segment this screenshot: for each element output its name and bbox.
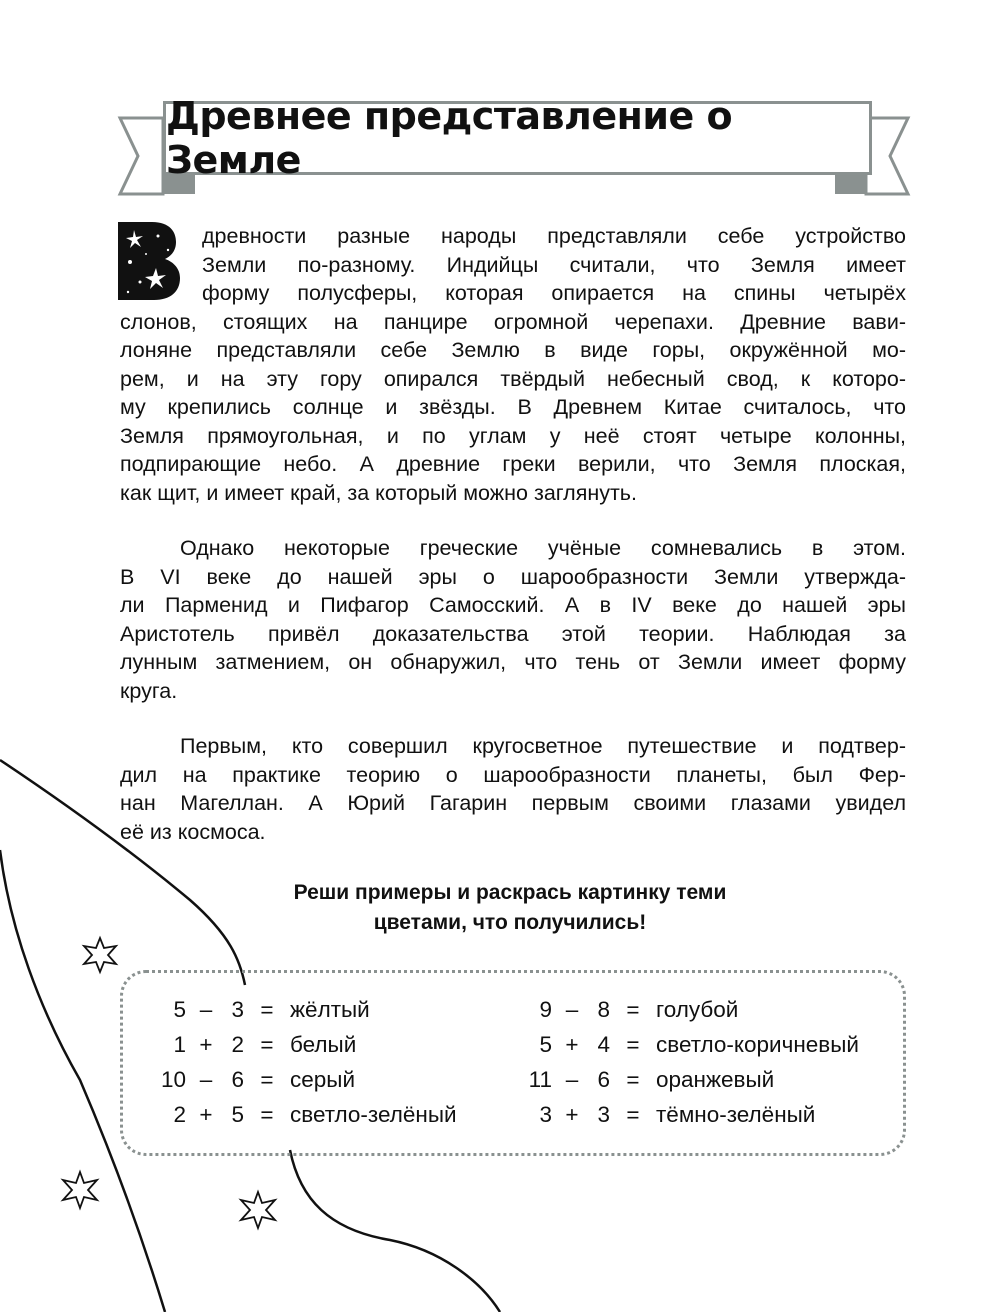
- text-line: слонов, стоящих на панцире огромной черепахи. Древние вави-: [120, 309, 906, 334]
- equals-sign: =: [260, 1102, 274, 1127]
- equation-row: [142, 992, 457, 1027]
- text-line: подпирающие небо. А древние греки верили, что Земля плоская,: [120, 452, 906, 476]
- equation-row: [508, 1097, 859, 1132]
- text-line: как щит, и имеет край, за который можно заглянуть.: [120, 480, 637, 505]
- page-title: Древнее представление о Земле: [166, 94, 733, 182]
- text-line: Земли по-разному. Индийцы считали, что Земля имеет: [202, 252, 906, 277]
- operand-a: 2: [173, 1102, 186, 1127]
- operand-b: 4: [597, 1032, 610, 1057]
- text-line: Первым, кто совершил кругосветное путешествие и подтвер-: [180, 734, 906, 758]
- operand-a: 5: [173, 997, 186, 1022]
- operand-b: 3: [231, 997, 244, 1022]
- operand-a: 10: [160, 1067, 186, 1092]
- equation-row: [142, 1062, 457, 1097]
- star-icon: [63, 1172, 97, 1208]
- text-line: нан Магеллан. А Юрий Гагарин первым своими глазами увидел: [120, 791, 906, 815]
- text-line: Земля прямоугольная, и по углам у неё стоят четыре колонны,: [120, 423, 906, 448]
- equation-row: [508, 1027, 859, 1062]
- text-line: лоняне представляли себе Землю в виде горы, окружённой мо-: [120, 338, 906, 362]
- star-icon: [241, 1192, 275, 1228]
- operand-a: 1: [173, 1032, 186, 1057]
- operator: +: [199, 1102, 213, 1127]
- equation-row: [508, 1062, 859, 1097]
- paragraph-3: [120, 732, 906, 846]
- text-line: В VI веке до нашей эры о шарообразности Земли утвержда-: [120, 564, 906, 589]
- operator: +: [199, 1032, 213, 1057]
- operator: +: [565, 1102, 579, 1127]
- operand-a: 3: [539, 1102, 552, 1127]
- equations-left: [142, 992, 457, 1132]
- star-icon: [84, 938, 116, 972]
- task-line: Реши примеры и раскрась картинку теми: [293, 881, 727, 904]
- equals-sign: =: [626, 997, 640, 1022]
- operand-b: 6: [231, 1067, 244, 1092]
- equation-row: [142, 1027, 457, 1062]
- color-answer: голубой: [656, 997, 739, 1022]
- text-line: древности разные народы представляли себе устройство: [202, 224, 906, 248]
- equals-sign: =: [626, 1032, 640, 1057]
- color-answer: жёлтый: [290, 997, 370, 1022]
- text-line: му крепились солнце и звёзды. В Древнем Китае считалось, что: [120, 395, 906, 419]
- operand-a: 5: [539, 1032, 552, 1057]
- text-line: круга.: [120, 678, 178, 703]
- title-banner: [163, 94, 872, 182]
- color-answer: тёмно-зелёный: [656, 1102, 816, 1127]
- operator: –: [199, 997, 213, 1022]
- text-line: дил на практике теорию о шарообразности планеты, был Фер-: [120, 762, 906, 787]
- equals-sign: =: [260, 1032, 274, 1057]
- equals-sign: =: [626, 1067, 640, 1092]
- equation-row: [508, 992, 859, 1027]
- text-line: её из космоса.: [120, 819, 266, 844]
- text-line: Аристотель привёл доказательства этой теории. Наблюдая за: [120, 621, 906, 646]
- operand-b: 5: [231, 1102, 244, 1127]
- equals-sign: =: [260, 997, 274, 1022]
- operand-a: 11: [528, 1067, 552, 1092]
- text-line: ли Парменид и Пифагор Самосский. А в IV веке до нашей эры: [120, 593, 906, 617]
- paragraph-1: [120, 222, 906, 507]
- operator: +: [565, 1032, 579, 1057]
- text-line: рем, и на эту гору опирался твёрдый небесный свод, к которо-: [120, 366, 906, 391]
- equals-sign: =: [260, 1067, 274, 1092]
- text-line: форму полусферы, которая опирается на спины четырёх: [202, 281, 906, 305]
- color-answer: оранжевый: [656, 1067, 775, 1092]
- color-answer: светло-коричневый: [656, 1032, 859, 1057]
- text-line: Однако некоторые греческие учёные сомневались в этом.: [180, 536, 906, 560]
- text-line: лунным затмением, он обнаружил, что тень от Земли имеет форму: [120, 650, 906, 674]
- equals-sign: =: [626, 1102, 640, 1127]
- operand-a: 9: [539, 997, 552, 1022]
- operand-b: 3: [597, 1102, 610, 1127]
- color-answer: серый: [290, 1067, 356, 1092]
- operator: –: [565, 1067, 579, 1092]
- color-answer: белый: [290, 1032, 357, 1057]
- task-instruction: [120, 878, 900, 938]
- task-line: цветами, что получились!: [373, 911, 647, 934]
- operator: –: [565, 997, 579, 1022]
- operator: –: [199, 1067, 213, 1092]
- equation-row: [142, 1097, 457, 1132]
- operand-b: 6: [597, 1067, 610, 1092]
- paragraph-2: [120, 534, 906, 705]
- color-answer: светло-зелёный: [290, 1102, 457, 1127]
- operand-b: 2: [231, 1032, 244, 1057]
- operand-b: 8: [597, 997, 610, 1022]
- equations-right: [508, 992, 859, 1132]
